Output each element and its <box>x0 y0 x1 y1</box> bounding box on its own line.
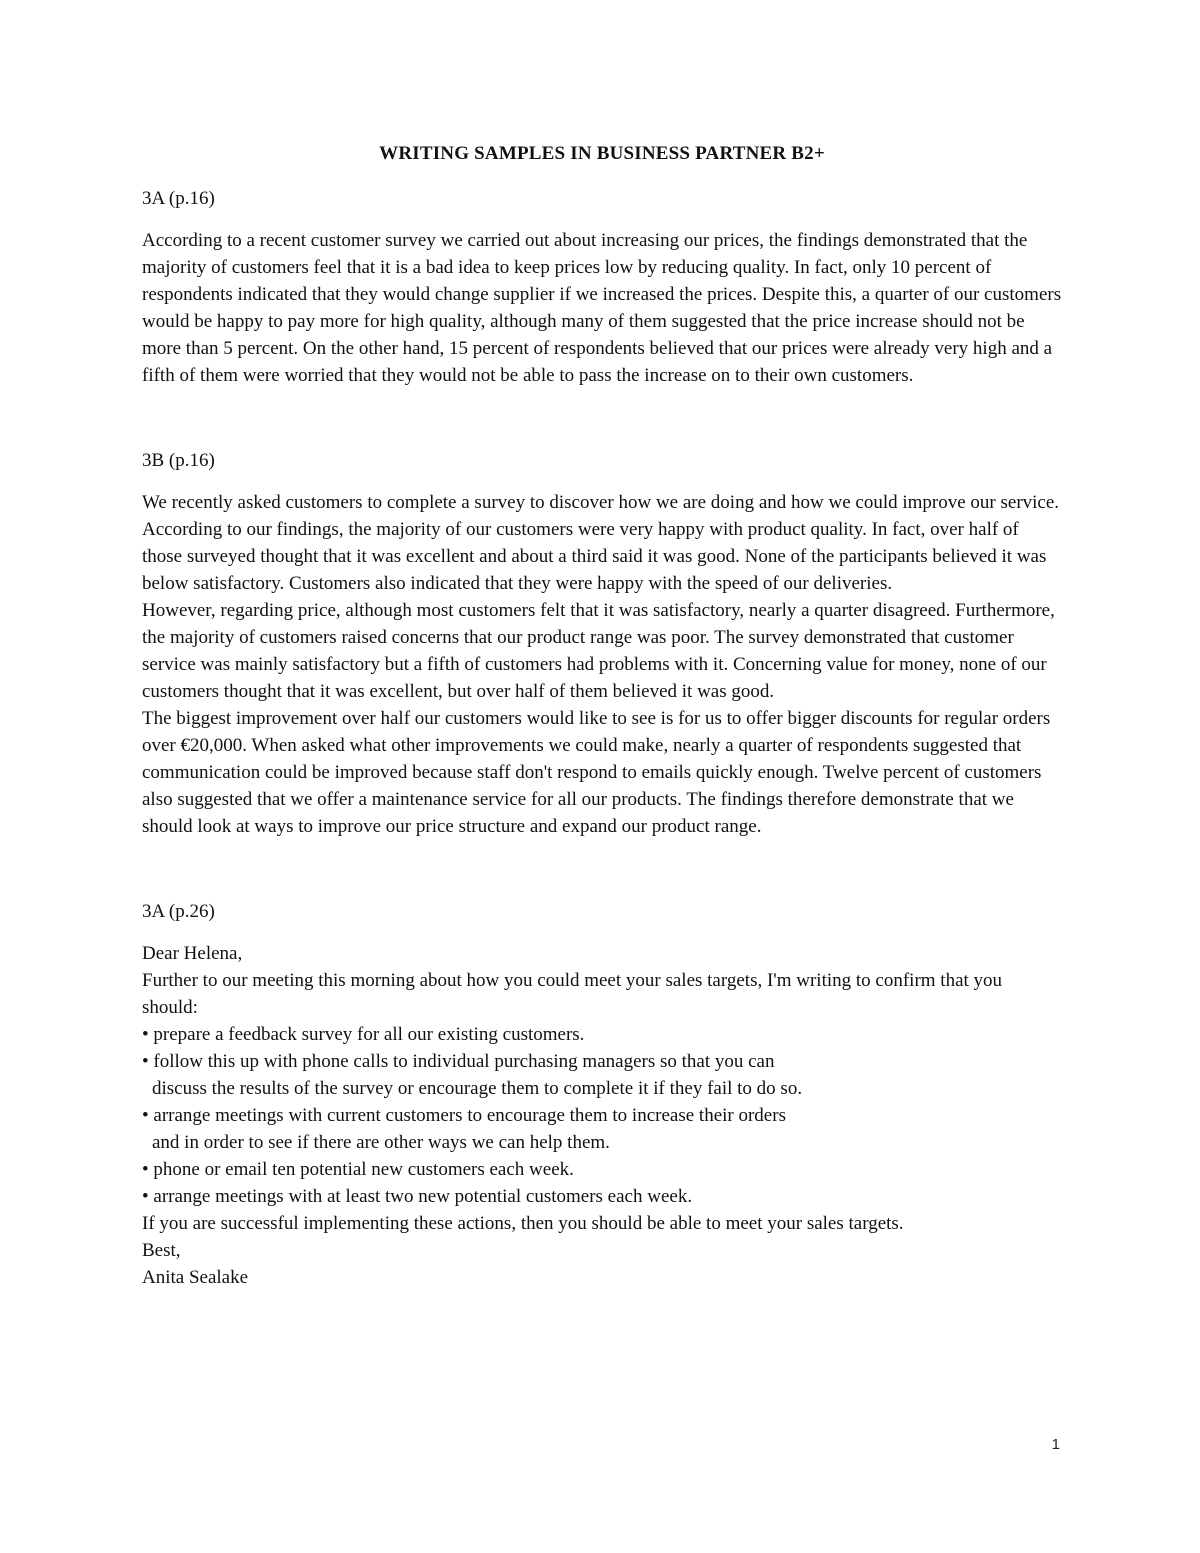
bullet-continuation: and in order to see if there are other ways we can help them. <box>152 1132 610 1153</box>
bullet-item <box>142 1102 1062 1156</box>
section-heading: 3B (p.16) <box>142 450 215 471</box>
letter-greeting: Dear Helena, <box>142 943 243 964</box>
section-3a-p26 <box>142 898 1062 1291</box>
bullet-line: • follow this up with phone calls to individual purchasing managers so that you can <box>142 1051 775 1072</box>
bullet-line: • prepare a feedback survey for all our existing customers. <box>142 1024 585 1045</box>
section-paragraph: The biggest improvement over half our customers would like to see is for us to offer bigger discounts for regular orders over €20,000. When asked what other improvements we could make, nearly a quarter of respondents suggested that communication could be improved because staff don't respond to emails quickly enough. Twelve percent of customers also suggested that we offer a maintenance service for all our products. The findings therefore demonstrate that we should look at ways to improve our price structure and expand our product range. <box>142 708 1051 837</box>
section-heading: 3A (p.26) <box>142 901 215 922</box>
document-page <box>142 140 1062 1291</box>
bullet-line: • phone or email ten potential new customers each week. <box>142 1159 574 1180</box>
section-heading: 3A (p.16) <box>142 188 215 209</box>
bullet-item <box>142 1021 1062 1048</box>
letter-signature: Anita Sealake <box>142 1267 249 1288</box>
section-3b-p16 <box>142 447 1062 840</box>
bullet-line: • arrange meetings with current customers to encourage them to increase their orders <box>142 1105 786 1126</box>
bullet-line: • arrange meetings with at least two new potential customers each week. <box>142 1186 693 1207</box>
bullet-item <box>142 1183 1062 1210</box>
bullet-continuation: discuss the results of the survey or encourage them to complete it if they fail to do so. <box>152 1078 803 1099</box>
bullet-item <box>142 1048 1062 1102</box>
section-paragraph: According to a recent customer survey we carried out about increasing our prices, the findings demonstrated that the majority of customers feel that it is a bad idea to keep prices low by reducing quality. In fact, only 10 percent of respondents indicated that they would change supplier if we increased the prices. Despite this, a quarter of our customers would be happy to pay more for high quality, although many of them suggested that the price increase should not be more than 5 percent. On the other hand, 15 percent of respondents believed that our prices were already very high and a fifth of them were worried that they would not be able to pass the increase on to their own customers. <box>142 230 1062 386</box>
section-paragraph: However, regarding price, although most customers felt that it was satisfactory, nearly a quarter disagreed. Furthermore, the majority of customers raised concerns that our product range was poor. The survey demonstrated that customer service was mainly satisfactory but a fifth of customers had problems with it. Concerning value for money, none of our customers thought that it was excellent, but over half of them believed it was good. <box>142 600 1055 702</box>
letter-sign-off: Best, <box>142 1240 181 1261</box>
section-3a-p16 <box>142 185 1062 389</box>
section-paragraph: We recently asked customers to complete a survey to discover how we are doing and how we could improve our service. According to our findings, the majority of our customers were very happy with product quality. In fact, over half of those surveyed thought that it was excellent and about a third said it was good. None of the participants believed it was below satisfactory. Customers also indicated that they were happy with the speed of our deliveries. <box>142 492 1060 594</box>
letter-closing-line: If you are successful implementing these actions, then you should be able to meet your sales targets. <box>142 1213 904 1234</box>
letter-intro: Further to our meeting this morning about how you could meet your sales targets, I'm writing to confirm that you should: <box>142 970 1003 1018</box>
bullet-item <box>142 1156 1062 1183</box>
document-title: WRITING SAMPLES IN BUSINESS PARTNER B2+ <box>379 143 825 164</box>
page-number: 1 <box>1051 1436 1060 1453</box>
